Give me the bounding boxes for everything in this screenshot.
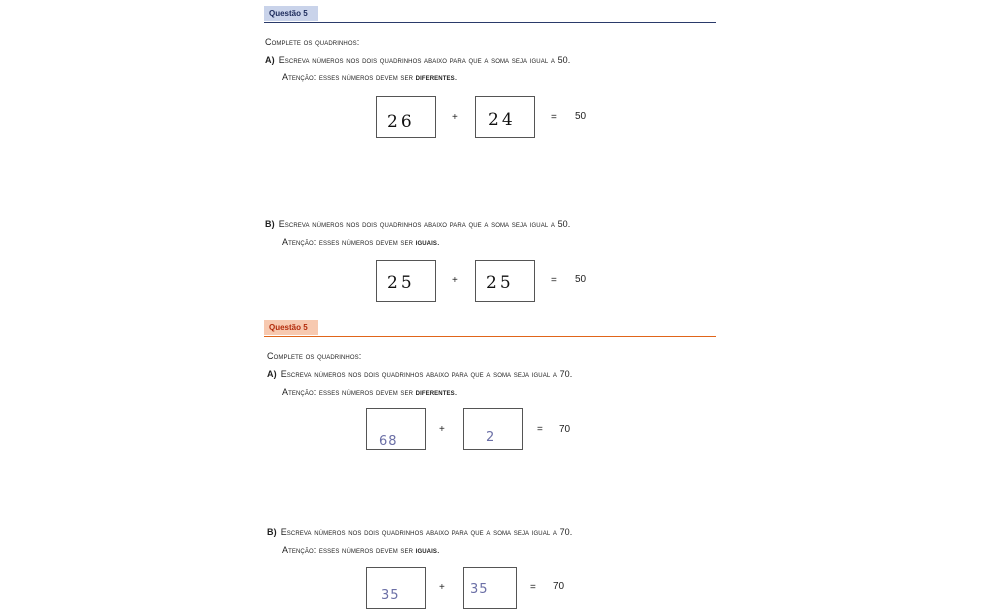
instructions: Complete os quadrinhos: (267, 351, 362, 361)
equals-sign: = (530, 582, 536, 593)
handwritten-answer: 35 (381, 588, 400, 603)
item-b-statement (267, 526, 572, 538)
answer-box[interactable] (366, 567, 426, 609)
item-letter: B) (265, 219, 275, 229)
item-text: Escreva números nos dois quadrinhos abaixo para que a soma seja igual a 70. (280, 527, 573, 537)
item-a-note (282, 71, 457, 83)
note-text: Atenção: esses números devem ser (282, 545, 414, 555)
handwritten-answer: 26 (387, 112, 415, 132)
item-text: Escreva números nos dois quadrinhos abaixo para que a soma seja igual a 50. (278, 219, 571, 229)
handwritten-answer: 2 (486, 430, 496, 445)
question-number: Questão 5 (264, 6, 318, 21)
handwritten-answer: 68 (379, 434, 398, 449)
sum-value: 50 (575, 274, 587, 285)
plus-sign: + (452, 112, 458, 123)
equals-sign: = (551, 112, 557, 123)
plus-sign: + (439, 582, 445, 593)
equals-sign: = (551, 275, 557, 286)
answer-box[interactable] (475, 260, 535, 302)
answer-box[interactable] (376, 96, 436, 138)
item-text: Escreva números nos dois quadrinhos abaixo para que a soma seja igual a 50. (278, 55, 571, 65)
item-text: Escreva números nos dois quadrinhos abaixo para que a soma seja igual a 70. (280, 369, 573, 379)
answer-box[interactable] (475, 96, 535, 138)
handwritten-answer: 25 (387, 273, 415, 293)
item-b-note (282, 544, 440, 556)
note-text: Atenção: esses números devem ser (282, 72, 414, 82)
note-period: . (454, 387, 458, 397)
sum-value: 70 (559, 424, 571, 435)
note-emphasis: diferentes (415, 72, 455, 82)
question-header (264, 6, 716, 23)
sum-value: 50 (575, 111, 587, 122)
answer-box[interactable] (463, 408, 523, 450)
item-b-note (282, 236, 440, 248)
item-a-note (282, 386, 457, 398)
instructions: Complete os quadrinhos: (265, 37, 360, 47)
note-emphasis: diferentes (415, 387, 455, 397)
item-a-statement (267, 368, 572, 380)
answer-box[interactable] (366, 408, 426, 450)
worksheet-top (262, 0, 718, 306)
handwritten-answer: 25 (486, 273, 514, 293)
worksheet-bottom (262, 306, 718, 612)
answer-box[interactable] (463, 567, 517, 609)
note-emphasis: iguais (415, 237, 437, 247)
item-letter: B) (267, 527, 277, 537)
handwritten-answer: 35 (470, 582, 489, 597)
note-text: Atenção: esses números devem ser (282, 387, 414, 397)
note-period: . (436, 545, 440, 555)
equals-sign: = (537, 424, 543, 435)
note-period: . (454, 72, 458, 82)
sum-value: 70 (553, 581, 565, 592)
plus-sign: + (452, 275, 458, 286)
item-letter: A) (267, 369, 277, 379)
answer-box[interactable] (376, 260, 436, 302)
question-number: Questão 5 (264, 320, 318, 335)
note-emphasis: iguais (415, 545, 437, 555)
item-b-statement (265, 218, 570, 230)
item-letter: A) (265, 55, 275, 65)
note-text: Atenção: esses números devem ser (282, 237, 414, 247)
note-period: . (436, 237, 440, 247)
question-header (264, 320, 716, 337)
handwritten-answer: 24 (488, 110, 516, 130)
plus-sign: + (439, 424, 445, 435)
item-a-statement (265, 54, 570, 66)
